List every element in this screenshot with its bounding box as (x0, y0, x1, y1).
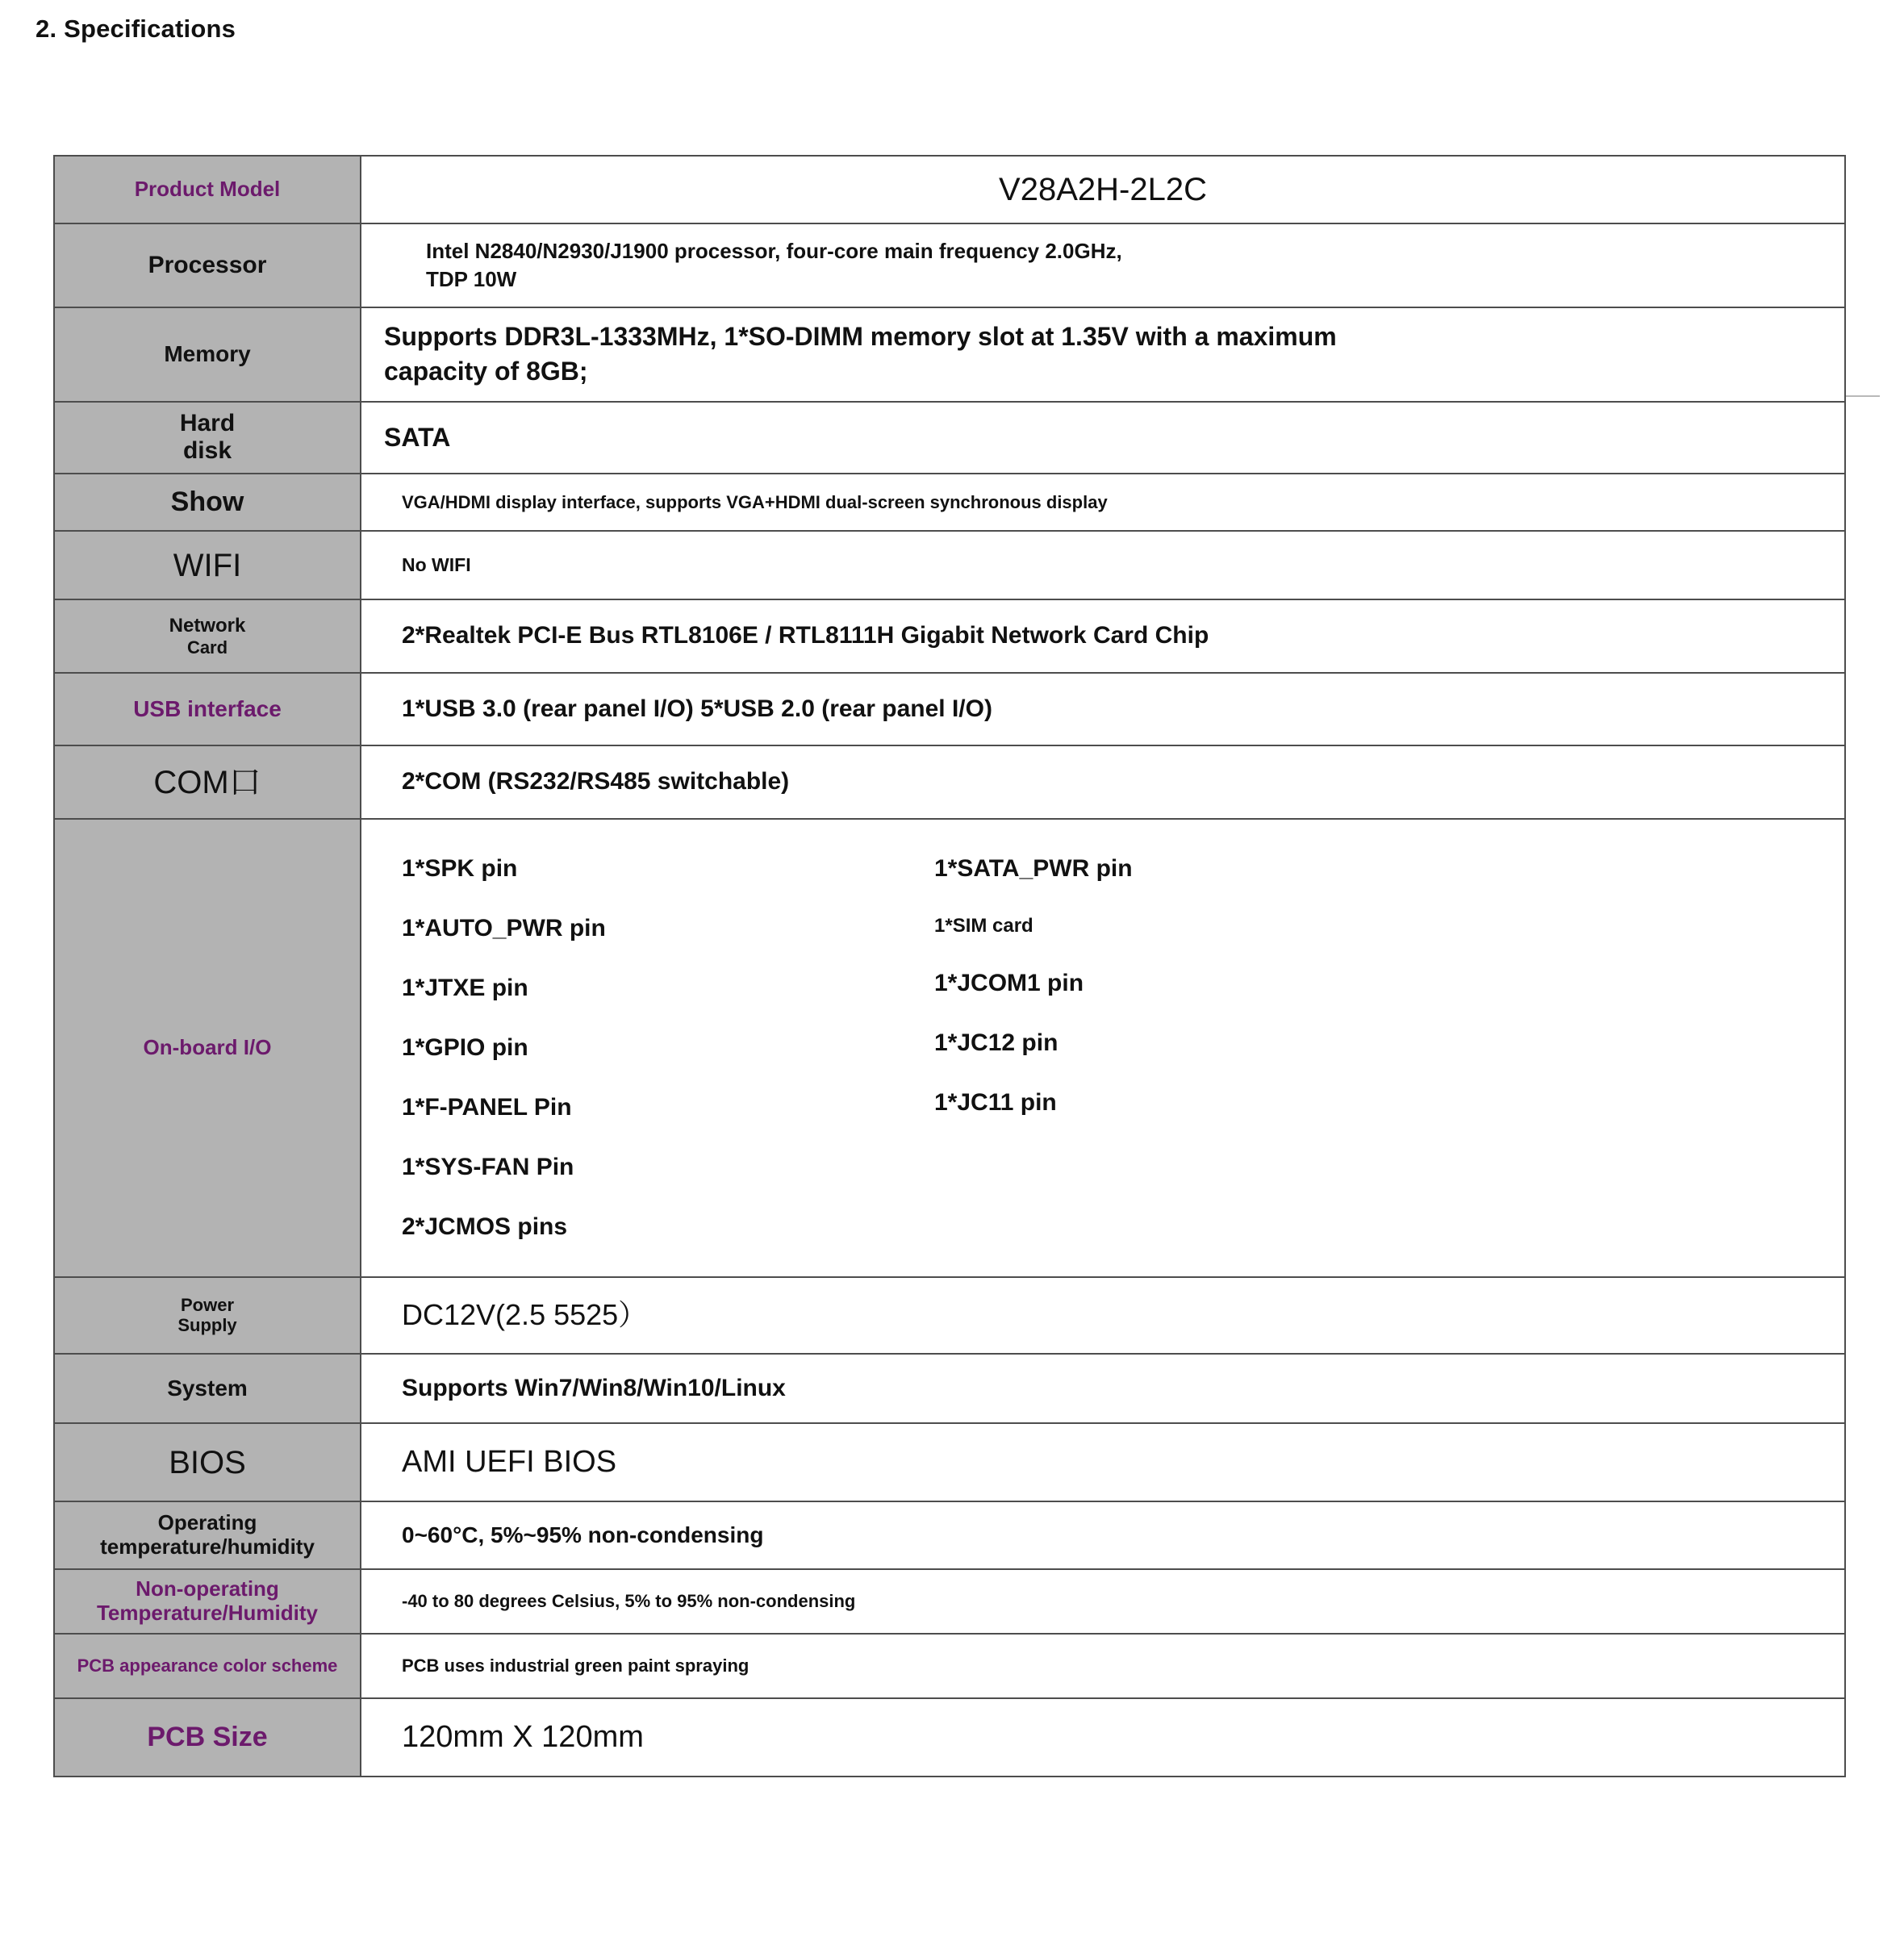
value-text: DC12V(2.5 5525） (402, 1297, 648, 1331)
label-text: On-board I/O (143, 1035, 272, 1060)
value-text: VGA/HDMI display interface, supports VGA+HDMI dual-screen synchronous display (402, 491, 1108, 512)
table-row-non-operating-temperature (54, 1569, 1845, 1634)
table-row-hard-disk (54, 402, 1845, 474)
table-row-onboard-io (54, 819, 1845, 1277)
label-text-line1: Network (169, 615, 246, 637)
row-label-processor (54, 223, 361, 307)
label-text-line2: Supply (177, 1315, 237, 1336)
row-label-pcb-size (54, 1698, 361, 1777)
row-value-com-port (361, 745, 1845, 819)
row-value-system (361, 1354, 1845, 1424)
value-text: SATA (384, 422, 451, 452)
row-label-com-port (54, 745, 361, 819)
io-item: 1*JCOM1 pin (934, 969, 1084, 996)
label-text: BIOS (169, 1444, 246, 1480)
io-item: 1*JC11 pin (934, 1088, 1057, 1116)
row-value-pcb-color-scheme (361, 1634, 1845, 1698)
table-row-system (54, 1354, 1845, 1424)
specifications-table (53, 155, 1846, 1777)
row-label-show (54, 474, 361, 532)
io-item: 2*JCMOS pins (402, 1213, 568, 1240)
value-text-line1: Intel N2840/N2930/J1900 processor, four-core main frequency 2.0GHz, (426, 239, 1122, 263)
row-label-hard-disk (54, 402, 361, 474)
value-text: -40 to 80 degrees Celsius, 5% to 95% non-condensing (402, 1591, 856, 1612)
value-text: 2*COM (RS232/RS485 switchable) (402, 768, 790, 795)
label-text: Product Model (134, 177, 281, 202)
io-item: 1*SATA_PWR pin (934, 854, 1133, 882)
value-text: 120mm X 120mm (402, 1719, 644, 1754)
table-row-processor (54, 223, 1845, 307)
table-row-pcb-color-scheme (54, 1634, 1845, 1698)
value-text-line2: capacity of 8GB; (384, 357, 588, 386)
onboard-io-column-right (934, 854, 1467, 1239)
label-text-line1: Non-operating (136, 1576, 279, 1601)
row-label-power-supply (54, 1277, 361, 1354)
label-text-line1: Operating (157, 1510, 257, 1535)
value-text-line2: TDP 10W (426, 267, 517, 292)
row-label-non-operating-temperature (54, 1569, 361, 1634)
row-value-power-supply (361, 1277, 1845, 1354)
page-heading: 2. Specifications (35, 15, 236, 43)
io-item: 1*JTXE pin (402, 974, 528, 1001)
table-row-wifi (54, 531, 1845, 599)
onboard-io-grid (402, 854, 1831, 1240)
value-text-line1: Supports DDR3L-1333MHz, 1*SO-DIMM memory slot at 1.35V with a maximum (384, 322, 1337, 352)
label-text-line2: Temperature/Humidity (96, 1601, 318, 1626)
row-label-system (54, 1354, 361, 1424)
table-row-operating-temperature (54, 1501, 1845, 1569)
row-label-product-model (54, 156, 361, 223)
row-label-onboard-io (54, 819, 361, 1277)
row-value-bios (361, 1423, 1845, 1501)
row-value-processor (361, 223, 1845, 307)
value-text: 2*Realtek PCI-E Bus RTL8106E / RTL8111H Gigabit Network Card Chip (402, 622, 1209, 649)
row-value-memory (361, 307, 1845, 401)
label-text-line1: Hard (179, 409, 236, 436)
table-row-show (54, 474, 1845, 532)
row-value-network-card (361, 599, 1845, 673)
io-item: 1*JC12 pin (934, 1029, 1058, 1056)
table-row-com-port (54, 745, 1845, 819)
label-text: PCB appearance color scheme (77, 1655, 338, 1676)
value-text: PCB uses industrial green paint spraying (402, 1655, 749, 1676)
label-text: System (167, 1375, 248, 1401)
value-text: 0~60°C, 5%~95% non-condensing (402, 1522, 764, 1548)
table-row-power-supply (54, 1277, 1845, 1354)
io-item: 1*AUTO_PWR pin (402, 914, 606, 942)
value-text: No WIFI (402, 554, 471, 576)
label-text: USB interface (133, 696, 282, 722)
row-value-non-operating-temperature (361, 1569, 1845, 1634)
label-text: COM口 (153, 764, 261, 800)
label-text-line2: Card (186, 637, 228, 658)
value-text: AMI UEFI BIOS (402, 1445, 617, 1480)
table-row-usb-interface (54, 673, 1845, 746)
io-item: 1*SYS-FAN Pin (402, 1153, 574, 1180)
label-text: Show (170, 486, 244, 518)
row-label-network-card (54, 599, 361, 673)
value-text: V28A2H-2L2C (999, 172, 1207, 207)
label-text: Memory (164, 341, 251, 367)
label-text: PCB Size (147, 1721, 268, 1752)
row-value-wifi (361, 531, 1845, 599)
label-text-line1: Power (180, 1294, 235, 1315)
value-text: Supports Win7/Win8/Win10/Linux (402, 1374, 786, 1401)
table-row-pcb-size (54, 1698, 1845, 1777)
row-value-hard-disk (361, 402, 1845, 474)
io-item: 1*F-PANEL Pin (402, 1093, 572, 1121)
row-label-memory (54, 307, 361, 401)
table-row-network-card (54, 599, 1845, 673)
row-value-product-model (361, 156, 1845, 223)
label-text: Processor (148, 251, 267, 278)
table-row-memory (54, 307, 1845, 401)
row-label-operating-temperature (54, 1501, 361, 1569)
row-value-onboard-io (361, 819, 1845, 1277)
io-item: 1*GPIO pin (402, 1033, 528, 1061)
row-label-pcb-color-scheme (54, 1634, 361, 1698)
label-text: WIFI (173, 547, 242, 583)
row-value-operating-temperature (361, 1501, 1845, 1569)
io-item: 1*SIM card (934, 914, 1033, 937)
row-label-usb-interface (54, 673, 361, 746)
io-item: 1*SPK pin (402, 854, 518, 882)
row-label-wifi (54, 531, 361, 599)
row-label-bios (54, 1423, 361, 1501)
table-row-product-model (54, 156, 1845, 223)
row-value-show (361, 474, 1845, 532)
label-text-line2: temperature/humidity (100, 1534, 315, 1559)
label-text-line2: disk (182, 437, 232, 465)
onboard-io-column-left (402, 854, 934, 1240)
row-value-usb-interface (361, 673, 1845, 746)
table-row-bios (54, 1423, 1845, 1501)
value-text: 1*USB 3.0 (rear panel I/O) 5*USB 2.0 (rear panel I/O) (402, 695, 992, 722)
row-value-pcb-size (361, 1698, 1845, 1777)
